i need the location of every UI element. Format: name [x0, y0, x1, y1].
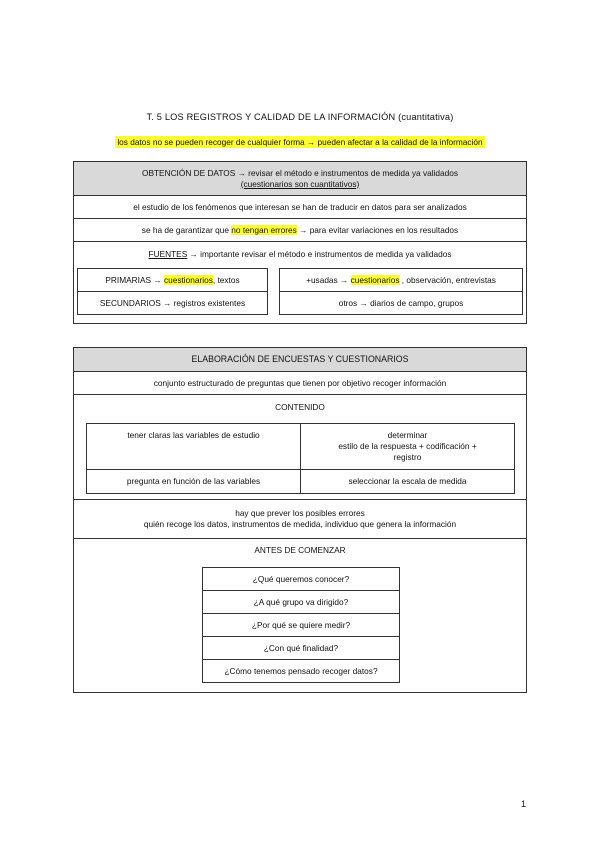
content-cell-determinar [300, 423, 515, 470]
contenido-text: CONTENIDO [275, 401, 325, 412]
c-tr-line2: estilo de la respuesta + codificación + [338, 441, 477, 451]
section1-header-line2: (cuestionarios son cuantitativos) [240, 178, 360, 189]
page-title [0, 112, 600, 122]
definition-text: conjunto estructurado de preguntas que tienen por objetivo recoger información [153, 377, 447, 388]
c-tr-line1: determinar [387, 430, 428, 440]
secundarias-text: SECUNDARIOS → registros existentes [99, 297, 246, 308]
section1-row1-text: el estudio de los fenómenos que interesan se han de traducir en datos para ser analizados [133, 201, 467, 212]
content-cell-variables [86, 423, 301, 470]
subtitle-highlight: los datos no se pueden recoger de cualquier forma → pueden afectar a la calidad de la información [117, 137, 483, 147]
usadas-highlight: cuestionarios [350, 274, 400, 285]
fuentes-text: → importante revisar el método e instrumentos de medida ya validados [187, 248, 452, 259]
question-item [202, 567, 400, 591]
section1-row-phenomena [74, 196, 526, 219]
c-tr-line3: registro [393, 452, 422, 462]
question-item [202, 636, 400, 660]
antes-heading [74, 539, 526, 561]
prever-line1: hay que prever los posibles errores [235, 508, 365, 518]
section1-header [74, 162, 526, 196]
question-text: ¿Cómo tenemos pensado recoger datos? [224, 665, 378, 676]
fuentes-label: FUENTES [148, 248, 188, 259]
question-item [202, 613, 400, 637]
antes-text: ANTES DE COMENZAR [254, 544, 346, 555]
secundarias-cell [77, 291, 268, 315]
row2-post: → para evitar variaciones en los resultados [296, 224, 459, 235]
section1-header-line1: OBTENCIÓN DE DATOS → revisar el método e instrumentos de medida ya validados [141, 167, 459, 178]
content-cell-pregunta [86, 469, 301, 494]
section2-header-text: ELABORACIÓN DE ENCUESTAS Y CUESTIONARIOS [191, 354, 409, 364]
content-cell-escala [300, 469, 515, 494]
title-qualifier: (cuantitativa) [398, 112, 454, 122]
row2-pre: se ha de garantizar que [141, 224, 232, 235]
title-main: T. 5 LOS REGISTROS Y CALIDAD DE LA INFORMACIÓN [146, 112, 399, 122]
question-text: ¿Por qué se quiere medir? [251, 619, 351, 630]
primarias-pre: PRIMARIAS → [105, 274, 164, 285]
usadas-pre: +usadas → [306, 274, 351, 285]
c-br-text: seleccionar la escala de medida [348, 476, 467, 486]
row2-highlight: no tengan errores [231, 224, 297, 235]
subtitle [0, 137, 600, 147]
section1-row-fuentes [74, 242, 526, 266]
primarias-highlight: cuestionarios [163, 274, 213, 285]
c-bl-text: pregunta en función de las variables [126, 476, 261, 486]
primarias-cell [77, 268, 268, 292]
prever-line2: quién recoge los datos, instrumentos de medida, individuo que genera la información [143, 519, 457, 529]
section2-definition [74, 372, 526, 395]
usadas-post: , observación, entrevistas [399, 274, 496, 285]
question-text: ¿Con qué finalidad? [263, 642, 339, 653]
encuestas-section [73, 347, 527, 693]
question-text: ¿A qué grupo va dirigido? [253, 596, 349, 607]
prever-errores [74, 500, 526, 539]
primarias-post: , textos [212, 274, 240, 285]
otros-cell [279, 291, 523, 315]
usadas-cell [279, 268, 523, 292]
question-text: ¿Qué queremos conocer? [252, 573, 350, 584]
question-item [202, 590, 400, 614]
page-number: 1 [520, 799, 526, 809]
c-tl-text: tener claras las variables de estudio [127, 430, 260, 440]
obtencion-datos-section [73, 161, 527, 324]
section1-row-errors [74, 219, 526, 242]
otros-text: otros → diarios de campo, grupos [338, 297, 464, 308]
question-item [202, 659, 400, 683]
section2-header [74, 348, 526, 372]
contenido-heading [74, 395, 526, 419]
